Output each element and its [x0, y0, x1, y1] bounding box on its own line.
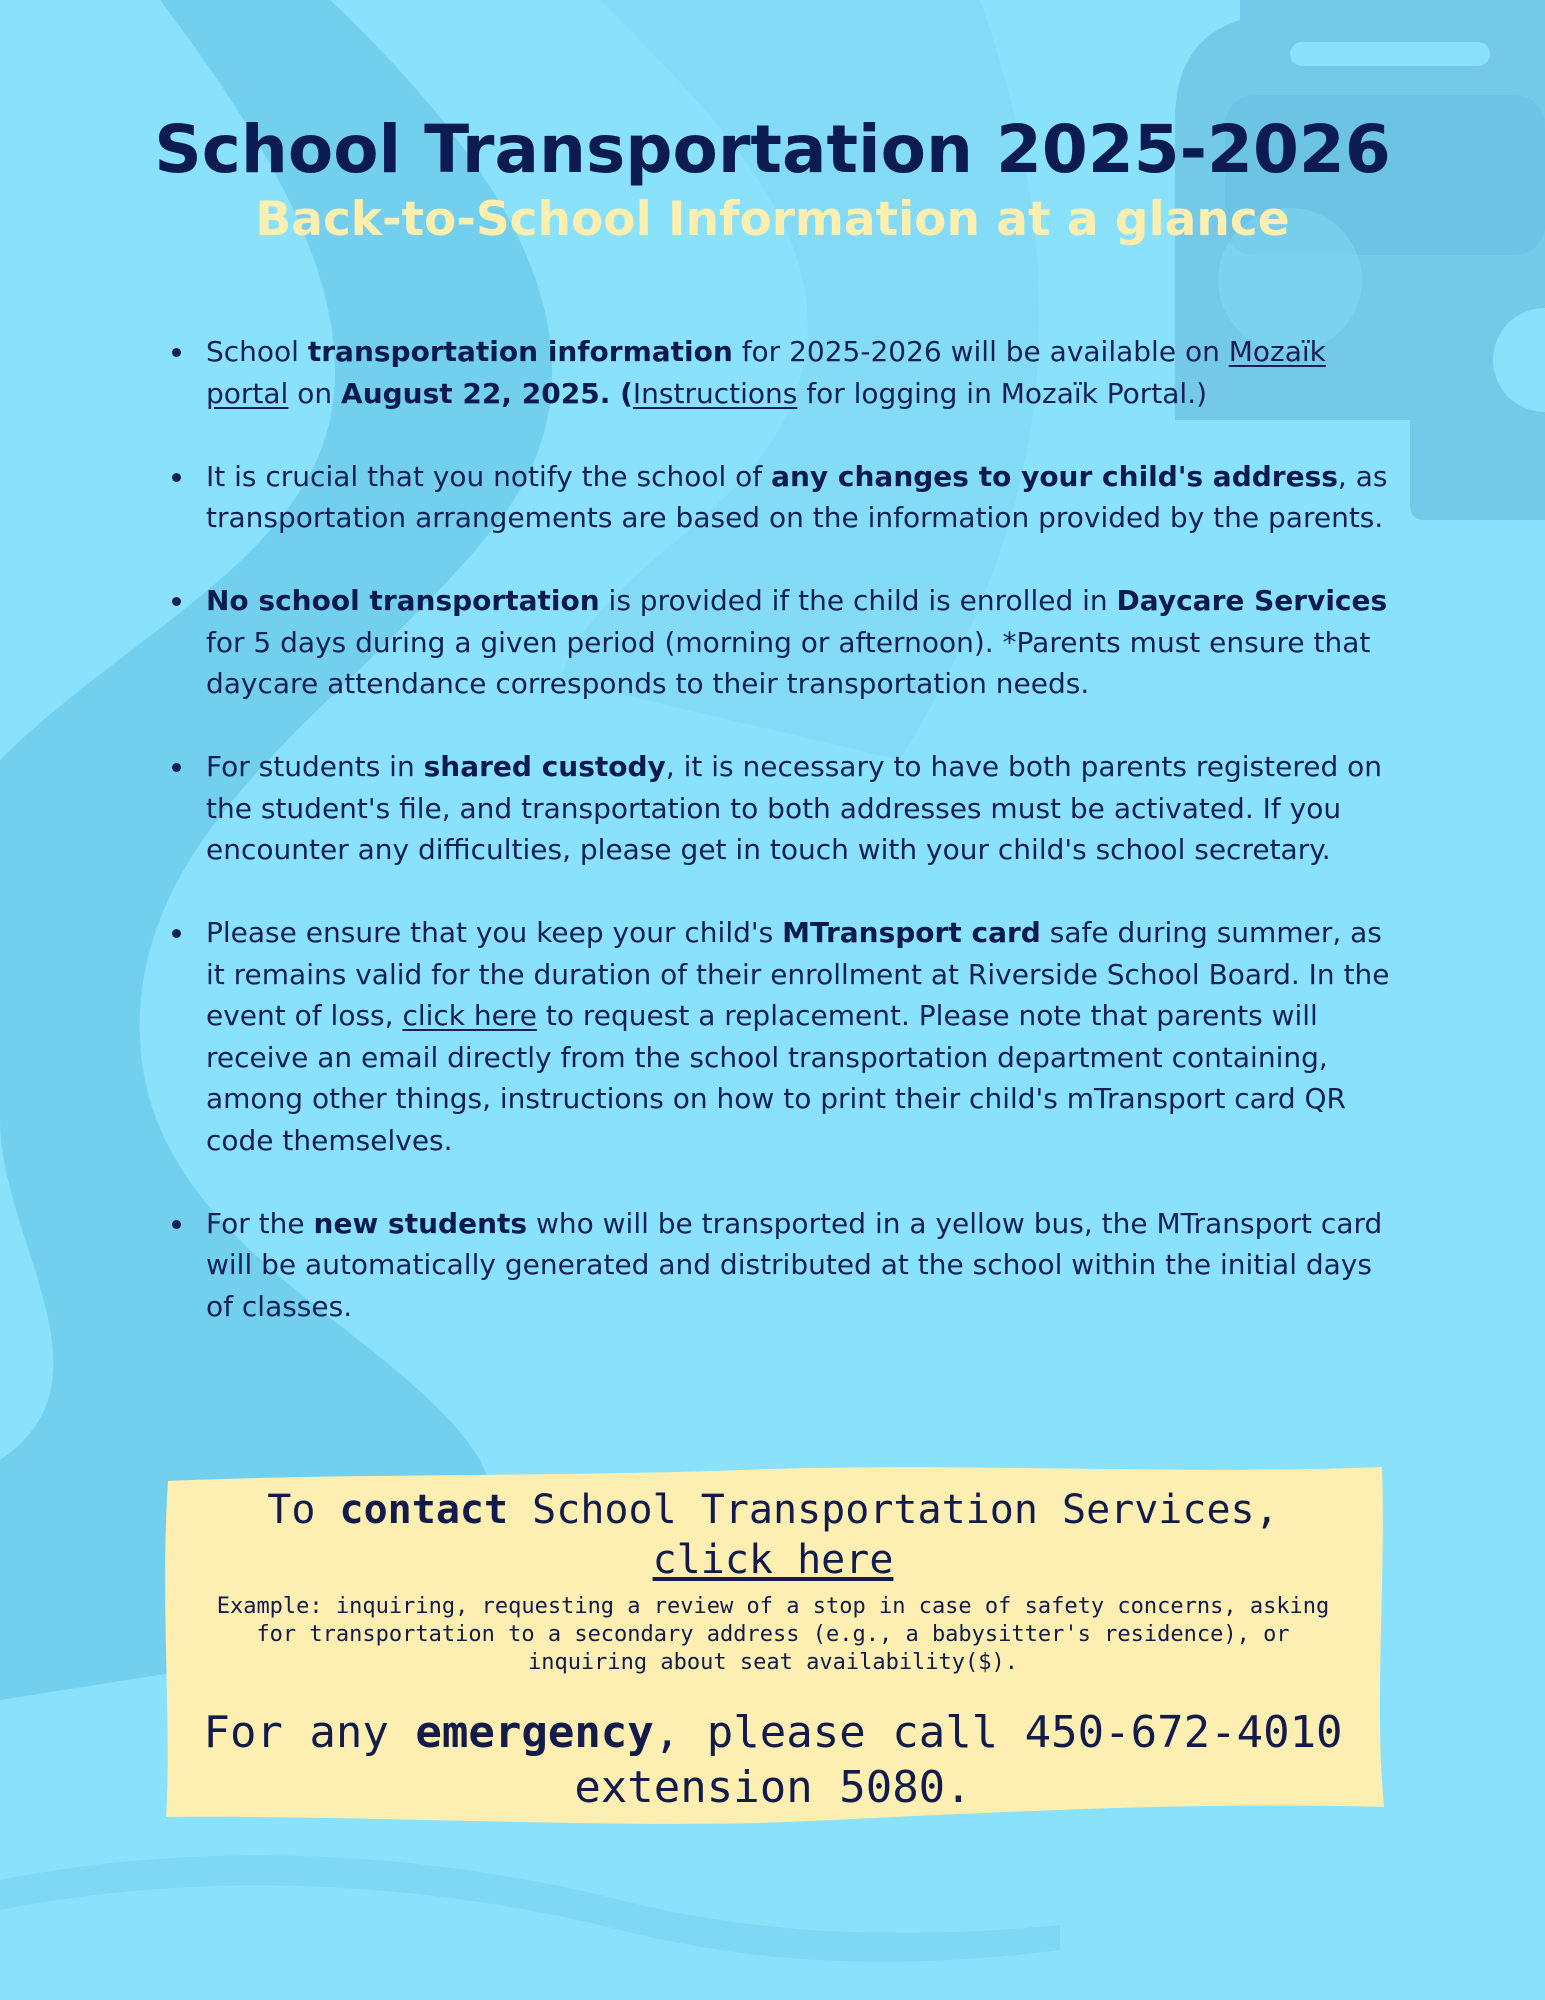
bullet-dot	[172, 348, 181, 357]
text: who will be transported in a yellow bus, the MTransport card will be automatically generated and distributed at the school within the initial days of classes.	[206, 1206, 1383, 1323]
text: For the	[206, 1206, 314, 1240]
text: It is crucial that you notify the school of	[206, 459, 772, 493]
text: For students in	[206, 750, 424, 783]
bold-text: No school transportation	[206, 584, 600, 617]
list-item	[158, 456, 1398, 539]
instructions-link[interactable]: Instructions	[632, 376, 798, 410]
bullet-dot	[172, 763, 181, 772]
contact-content	[160, 1465, 1386, 1815]
page-title: School Transportation 2025-2026	[154, 111, 1391, 188]
contact-box	[160, 1465, 1386, 1825]
text: School	[206, 335, 308, 368]
bold-text: any changes to your child's address	[771, 459, 1338, 493]
book-decoration	[0, 1855, 1060, 1961]
text: on	[288, 376, 342, 410]
bullet-dot	[172, 1220, 181, 1229]
text: for 5 days during a given period (morning or afternoon). *Parents must ensure that daycare attendance corresponds to their transportation needs.	[206, 625, 1371, 700]
text: , it is necessary to have both parents registered on the student's file, and transportation to both addresses must be activated. If you encounter any difficulties, please get in touch with your child's school secretary.	[206, 750, 1382, 866]
list-item	[158, 331, 1398, 414]
text: to request a replacement. Please note that parents will receive an email directly from the school transportation department containing, among other things, instructions on how to print their child's mTransport card QR code themselves.	[206, 999, 1347, 1157]
bullet-dot	[172, 473, 181, 482]
list-item	[158, 912, 1398, 1161]
text: for 2025-2026 will be available on	[732, 335, 1229, 368]
text: For any	[203, 1707, 416, 1758]
mozaik-portal-link[interactable]: Mozaïk portal	[206, 335, 1326, 410]
text: Please ensure that you keep your child's	[206, 916, 783, 949]
bold-text: contact	[339, 1487, 509, 1533]
contact-example: Example: inquiring, requesting a review of a stop in case of safety concerns, asking for transportation to a secondary address (e.g., a babysitter's residence), or inquiring about seat availability($).	[216, 1594, 1330, 1675]
page-subtitle: Back-to-School Information at a glance	[255, 192, 1290, 247]
bold-text: new students	[313, 1206, 528, 1240]
text: To	[267, 1487, 340, 1533]
text: School Transportation Services,	[508, 1487, 1279, 1533]
list-item	[158, 746, 1398, 871]
bold-text: Daycare Services	[1116, 584, 1388, 617]
emergency-line	[160, 1705, 1386, 1815]
list-item	[158, 580, 1398, 705]
bold-text: shared custody	[423, 750, 666, 783]
bold-text: MTransport card	[782, 916, 1041, 949]
text: , as transportation arrangements are based on the information provided by the parents.	[206, 459, 1388, 534]
contact-click-here-link[interactable]: click here	[652, 1537, 894, 1583]
contact-heading	[160, 1485, 1386, 1585]
text: , please call 450-672-4010 extension 5080.	[574, 1707, 1343, 1813]
info-list	[158, 331, 1398, 1369]
bold-text: transportation information	[307, 335, 733, 368]
list-item	[158, 1203, 1398, 1328]
replacement-card-link[interactable]: click here	[402, 999, 537, 1032]
bold-text: August 22, 2025. (	[341, 376, 633, 410]
bullet-dot	[172, 597, 181, 606]
text: safe during summer, as it remains valid for the duration of their enrollment at Riverside School Board. In the event of loss,	[206, 916, 1390, 1032]
text: is provided if the child is enrolled in	[599, 584, 1117, 617]
text: for logging in Mozaïk Portal.)	[797, 376, 1208, 410]
bullet-dot	[172, 929, 181, 938]
bold-text: emergency	[415, 1707, 654, 1758]
